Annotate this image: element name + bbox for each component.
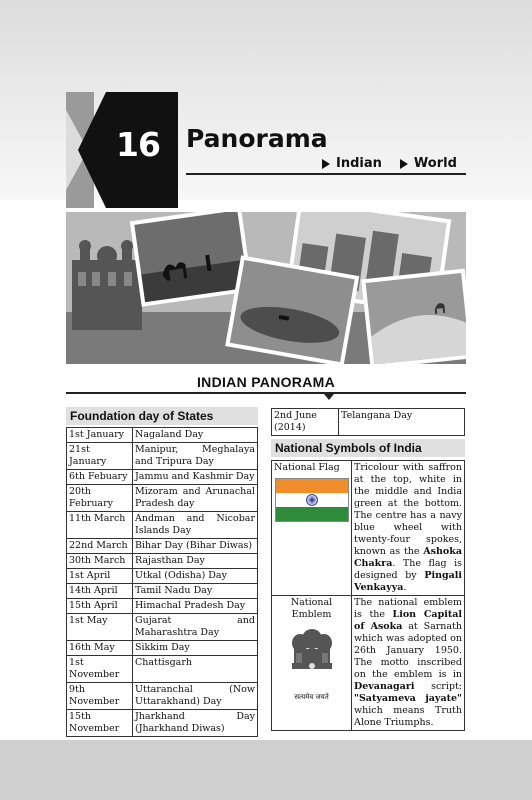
table-row xyxy=(67,584,258,599)
date-cell: 30th March xyxy=(67,554,133,569)
state-cell: Andman and Nicobar Islands Day xyxy=(133,512,258,539)
state-cell: Sikkim Day xyxy=(133,641,258,656)
section-header xyxy=(66,372,466,394)
symbols-table xyxy=(271,460,465,731)
date-cell: 6th Febuary xyxy=(67,470,133,485)
state-cell: Jharkhand Day (Jharkhand Diwas) xyxy=(133,710,258,737)
table-row xyxy=(67,710,258,737)
state-cell: Telangana Day xyxy=(339,409,465,436)
table-row xyxy=(67,641,258,656)
table-row xyxy=(272,409,465,436)
state-cell: Nagaland Day xyxy=(133,428,258,443)
date-cell: 1st May xyxy=(67,614,133,641)
title-rule xyxy=(186,173,466,175)
state-cell: Mizoram and Arunachal Pradesh day xyxy=(133,485,258,512)
date-cell: 2nd June (2014) xyxy=(272,409,339,436)
states-heading: Foundation day of States xyxy=(66,407,258,425)
flag-cell xyxy=(272,461,352,596)
date-cell: 14th April xyxy=(67,584,133,599)
state-cell: Manipur, Meghalaya and Tripura Day xyxy=(133,443,258,470)
table-row xyxy=(67,599,258,614)
states-table-body xyxy=(67,428,258,737)
flag-description: Tricolour with saffron at the top, white in the middle and India green at the bottom. The centre has a navy blue wheel with twenty-four spokes, known as the Ashoka Chakra. The flag is designed by Pingali Venkayya. xyxy=(352,461,465,596)
state-cell: Rajasthan Day xyxy=(133,554,258,569)
table-row xyxy=(67,443,258,470)
date-cell: 1st November xyxy=(67,656,133,683)
ashoka-chakra-icon xyxy=(276,493,348,507)
date-cell: 15th April xyxy=(67,599,133,614)
indian-flag-icon xyxy=(275,478,349,522)
table-row xyxy=(67,470,258,485)
table-row xyxy=(67,512,258,539)
arrow-right-icon xyxy=(322,159,330,169)
symbols-heading: National Symbols of India xyxy=(271,439,465,457)
arrow-right-icon xyxy=(400,159,408,169)
table-row xyxy=(272,461,465,596)
table-row xyxy=(67,539,258,554)
table-row xyxy=(67,485,258,512)
chapter-title: Panorama xyxy=(186,124,328,153)
state-cell: Uttaranchal (Now Uttarakhand) Day xyxy=(133,683,258,710)
state-cell: Utkal (Odisha) Day xyxy=(133,569,258,584)
chapter-subsections xyxy=(322,156,457,171)
date-cell: 21st January xyxy=(67,443,133,470)
emblem-description: The national emblem is the Lion Capital of Asoka at Sarnath which was adopted on 26th January 1950. The motto inscribed on the emblem is in Devanagari script: "Satyameva jayate" which means Truth Alone Triumphs. xyxy=(352,596,465,731)
date-cell: 20th February xyxy=(67,485,133,512)
flag-label: National Flag xyxy=(274,462,340,473)
date-cell: 1st April xyxy=(67,569,133,584)
state-cell: Gujarat and Maharashtra Day xyxy=(133,614,258,641)
section-title: INDIAN PANORAMA xyxy=(196,374,335,390)
date-cell: 11th March xyxy=(67,512,133,539)
state-cell: Himachal Pradesh Day xyxy=(133,599,258,614)
lion-capital-emblem-icon xyxy=(282,625,342,689)
date-cell: 16th May xyxy=(67,641,133,656)
state-cell: Tamil Nadu Day xyxy=(133,584,258,599)
section-rule xyxy=(66,392,466,394)
flag-green-band xyxy=(276,507,348,521)
states-table xyxy=(66,427,258,737)
date-cell: 15th November xyxy=(67,710,133,737)
state-cell: Bihar Day (Bihar Diwas) xyxy=(133,539,258,554)
flag-saffron-band xyxy=(276,479,348,493)
emblem-cell xyxy=(272,596,352,731)
table-row xyxy=(67,569,258,584)
table-row xyxy=(67,614,258,641)
date-cell: 1st January xyxy=(67,428,133,443)
state-cell: Jammu and Kashmir Day xyxy=(133,470,258,485)
states-continued-table xyxy=(271,408,465,436)
state-cell: Chattisgarh xyxy=(133,656,258,683)
hero-collage-image xyxy=(66,212,466,364)
chapter-number: 16 xyxy=(116,125,160,164)
table-row xyxy=(67,554,258,569)
table-row xyxy=(67,428,258,443)
section-notch-icon xyxy=(324,394,334,400)
table-row xyxy=(67,683,258,710)
table-row xyxy=(272,596,465,731)
date-cell: 9th November xyxy=(67,683,133,710)
footer-band xyxy=(0,740,532,800)
table-row xyxy=(67,656,258,683)
subsection-indian[interactable]: Indian xyxy=(322,156,382,171)
flag-white-band xyxy=(276,493,348,507)
emblem-motto: सत्यमेव जयते xyxy=(294,693,329,701)
subsection-world[interactable]: World xyxy=(400,156,457,171)
date-cell: 22nd March xyxy=(67,539,133,554)
emblem-label: National Emblem xyxy=(290,597,333,620)
